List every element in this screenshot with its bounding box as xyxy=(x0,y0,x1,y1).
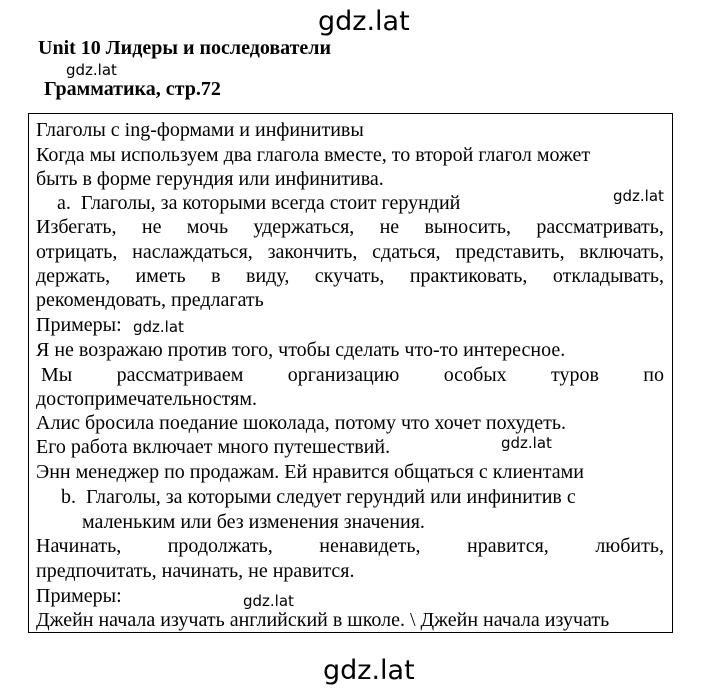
list-item-a-text: Глаголы, за которыми всегда стоит герундий xyxy=(80,192,461,214)
watermark-box-3: gdz.lat xyxy=(501,434,552,452)
word: виду, xyxy=(246,265,290,287)
list-item-a xyxy=(57,191,460,215)
word: в xyxy=(211,265,221,287)
page-title: Unit 10 Лидеры и последователи xyxy=(38,37,332,59)
content-box xyxy=(28,113,673,633)
word: по xyxy=(643,364,664,386)
word: особых xyxy=(443,364,507,386)
word: Начинать, xyxy=(36,535,122,557)
word: Избегать, xyxy=(36,216,117,238)
word: рассматривать, xyxy=(536,216,664,238)
word: практиковать, xyxy=(409,265,528,287)
word: ненавидеть, xyxy=(319,535,421,557)
word: Мы xyxy=(41,364,73,386)
intro-line-1: Когда мы используем два глагола вместе, то второй глагол может xyxy=(36,144,591,166)
watermark-box-2: gdz.lat xyxy=(133,318,184,336)
word: включать, xyxy=(579,241,664,263)
word: наслаждаться, xyxy=(132,241,253,263)
verbs-a-line-1 xyxy=(36,215,664,239)
example-2 xyxy=(41,363,664,387)
word: выносить, xyxy=(424,216,512,238)
word: представить, xyxy=(455,241,565,263)
word: мочь xyxy=(186,216,229,238)
list-item-b-cont: маленьким или без изменения значения. xyxy=(82,511,425,533)
word: сдаться, xyxy=(372,241,441,263)
word: отрицать, xyxy=(36,241,118,263)
example-2-cont: достопримечательностям. xyxy=(36,388,258,410)
word: рассматриваем xyxy=(116,364,244,386)
word: любить, xyxy=(595,535,664,557)
examples-label-2: Примеры: xyxy=(36,585,122,607)
watermark-box-1: gdz.lat xyxy=(613,187,664,205)
word: не xyxy=(141,216,162,238)
verbs-b-line-1 xyxy=(36,534,664,558)
example-6: Джейн начала изучать английский в школе. \ Джейн начала изучать xyxy=(36,609,610,631)
word: откладывать, xyxy=(552,265,664,287)
word: продолжать, xyxy=(167,535,273,557)
list-item-b-text: Глаголы, за которыми следует герундий или инфинитив с xyxy=(86,486,576,508)
example-3: Алис бросила поедание шоколада, потому что хочет похудеть. xyxy=(36,412,566,434)
list-item-a-label: a. xyxy=(57,192,71,214)
watermark-under-title: gdz.lat xyxy=(66,61,117,79)
word: не xyxy=(379,216,400,238)
section-heading: Глаголы с ing-формами и инфинитивы xyxy=(36,119,364,141)
verbs-b-line-2: предпочитать, начинать, не нравится. xyxy=(36,560,355,582)
word: скучать, xyxy=(314,265,385,287)
word: закончить, xyxy=(267,241,358,263)
verbs-a-line-3 xyxy=(36,264,664,288)
watermark-top: gdz.lat xyxy=(318,6,410,37)
list-item-b-label: b. xyxy=(61,486,76,508)
intro-line-2: быть в форме герундия или инфинитива. xyxy=(36,168,384,190)
watermark-box-4: gdz.lat xyxy=(243,592,294,610)
page-subtitle: Грамматика, стр.72 xyxy=(44,78,221,100)
verbs-a-line-4: рекомендовать, предлагать xyxy=(36,289,264,311)
example-4: Его работа включает много путешествий. xyxy=(36,436,391,458)
verbs-a-line-2 xyxy=(36,240,664,264)
word: держать, xyxy=(36,265,111,287)
list-item-b xyxy=(61,485,576,509)
word: удержаться, xyxy=(253,216,355,238)
word: нравится, xyxy=(467,535,549,557)
examples-label-1: Примеры: xyxy=(36,314,122,336)
example-5: Энн менеджер по продажам. Ей нравится общаться с клиентами xyxy=(36,461,584,483)
example-1: Я не возражаю против того, чтобы сделать что-то интересное. xyxy=(36,339,566,361)
word: туров xyxy=(551,364,599,386)
word: иметь xyxy=(135,265,186,287)
word: организацию xyxy=(287,364,400,386)
watermark-bottom: gdz.lat xyxy=(323,655,415,686)
